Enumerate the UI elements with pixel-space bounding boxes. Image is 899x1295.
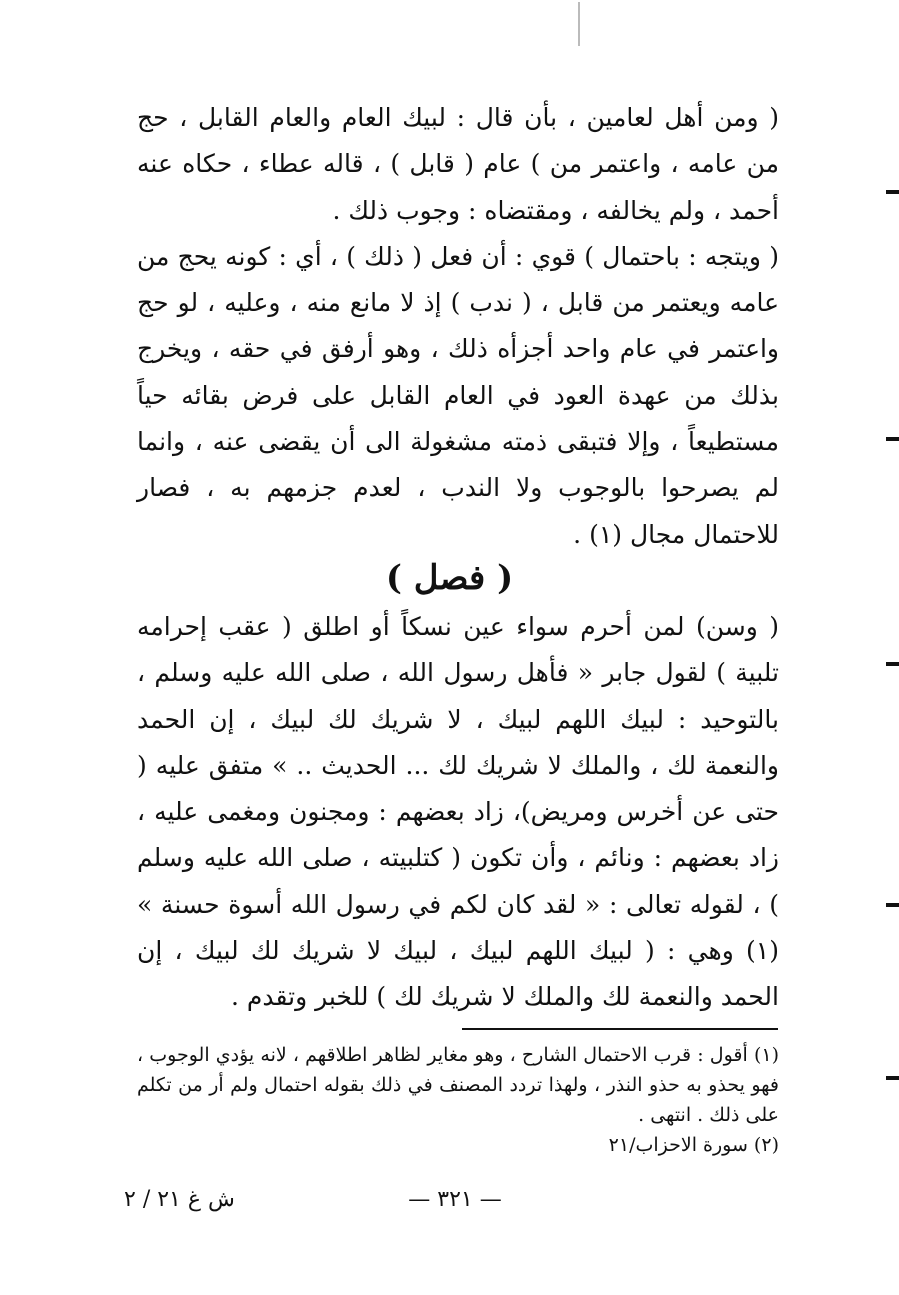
paragraph: ( ويتجه : باحتمال ) قوي : أن فعل ( ذلك ) ، أي : كونه يحج من عامه ويعتمر من قابل ، ( ندب ) إذ لا مانع منه ، وعليه ، لو حج واعتمر في عام واحد أجزأه ذلك ، وهو أرفق في حقه ، ويخرج بذلك من عهدة العود في العام القابل على فرض بقائه حياً مستطيعاً ، وإلا فتبقى ذمته مشغولة الى أن يقضى عنه ، وانما لم يصرحوا بالوجوب ولا الندب ، لعدم جزمهم به ، فصار للاحتمال مجال (١) . — [137, 241, 779, 549]
section-heading: ( فصل ) — [385, 558, 514, 598]
footnote: (١) أقول : قرب الاحتمال الشارح ، وهو مغاير لظاهر اطلاقهم ، لانه يؤدي الوجوب ، فهو يحذو به حذو النذر ، ولهذا تردد المصنف في ذلك بقوله احتمال ولم أر من تكلم على ذلك . انتهى . — [137, 1044, 779, 1126]
page-crease-mark — [578, 2, 580, 46]
edge-mark — [886, 1076, 899, 1080]
paragraph: ( وسن) لمن أحرم سواء عين نسكاً أو اطلق ( عقب إحرامه تلبية ) لقول جابر « فأهل رسول الله ، صلى الله عليه وسلم ، بالتوحيد : لبيك اللهم لبيك ، لا شريك لك لبيك ، إن الحمد والنعمة لك ، والملك لا شريك لك ... الحديث .. » متفق عليه ( حتى عن أخرس ومريض)، زاد بعضهم : ومجنون ومغمى عليه ، زاد بعضهم : ونائم ، وأن تكون ( كتلبيته ، صلى الله عليه وسلم ) ، لقوله تعالى : « لقد كان لكم في رسول الله أسوة حسنة » (١) وهي : ( لبيك اللهم لبيك ، لبيك لا شريك لك لبيك ، إن الحمد والنعمة لك والملك لا شريك لك ) للخبر وتقدم . — [137, 612, 779, 1012]
edge-mark — [886, 662, 899, 666]
body-text — [137, 95, 779, 558]
footnote: (٢) سورة الاحزاب/٢١ — [608, 1134, 779, 1156]
edge-mark — [886, 190, 899, 194]
edge-mark — [886, 437, 899, 441]
page-number: — ٣٢١ — — [408, 1187, 502, 1212]
signature-mark: ش غ ٢١ / ٢ — [124, 1187, 235, 1212]
paragraph: ( ومن أهل لعامين ، بأن قال : لبيك العام والعام القابل ، حج من عامه ، واعتمر من ) عام ( قابل ) ، قاله عطاء ، حكاه عنه أحمد ، ولم يخالفه ، ومقتضاه : وجوب ذلك . — [137, 103, 779, 225]
section-body — [137, 604, 779, 1021]
edge-mark — [886, 903, 899, 907]
footnotes — [137, 1040, 779, 1160]
footnote-divider — [462, 1028, 778, 1030]
